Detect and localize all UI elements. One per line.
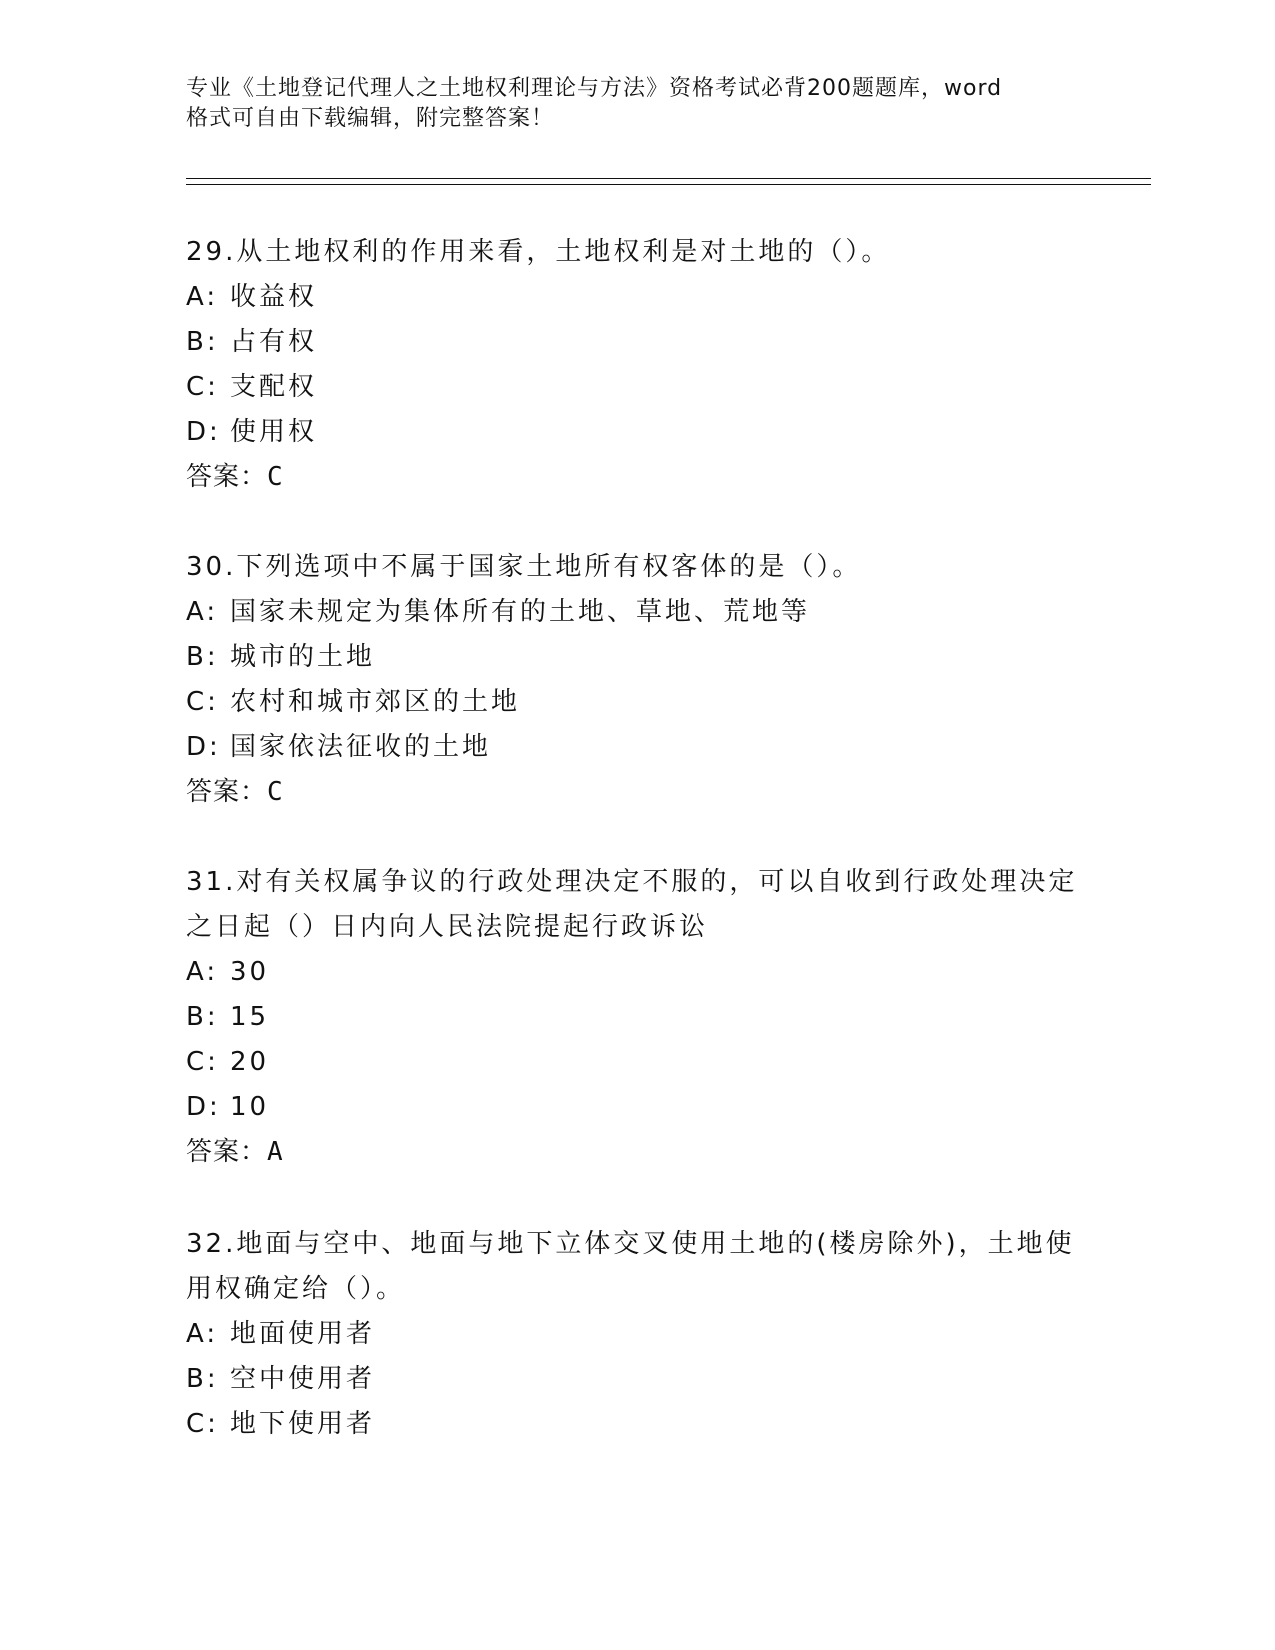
option-letter: B:	[186, 1002, 219, 1032]
answer	[186, 455, 1086, 500]
header-divider-top	[186, 178, 1151, 179]
document-header	[186, 74, 1066, 134]
question-30	[186, 545, 1086, 815]
option-letter: A:	[186, 957, 219, 987]
option-letter: D:	[186, 732, 221, 762]
option-text: 国家未规定为集体所有的土地、草地、荒地等	[230, 597, 811, 627]
option-a	[186, 275, 1086, 320]
option-c	[186, 1402, 1086, 1447]
option-letter: D:	[186, 417, 221, 447]
option-letter: B:	[186, 327, 219, 357]
header-divider-bottom	[186, 184, 1151, 185]
option-letter: A:	[186, 597, 219, 627]
answer	[186, 1130, 1086, 1175]
question-text: 31.对有关权属争议的行政处理决定不服的，可以自收到行政处理决定之日起（）日内向人民法院提起行政诉讼	[186, 867, 1078, 942]
option-text: 地下使用者	[230, 1409, 376, 1439]
option-letter: C:	[186, 372, 219, 402]
option-d	[186, 725, 1086, 770]
option-b	[186, 995, 1086, 1040]
answer-label: 答案：	[186, 462, 268, 492]
option-text: 农村和城市郊区的土地	[230, 687, 521, 717]
answer-value: C	[267, 777, 284, 807]
answer-label: 答案：	[186, 777, 268, 807]
answer-label: 答案：	[186, 1137, 268, 1167]
option-a	[186, 950, 1086, 995]
option-letter: C:	[186, 1409, 219, 1439]
option-text: 地面使用者	[230, 1319, 376, 1349]
answer	[186, 770, 1086, 815]
option-text: 15	[230, 1002, 270, 1032]
option-a	[186, 590, 1086, 635]
question-32	[186, 1222, 1086, 1447]
option-letter: B:	[186, 642, 219, 672]
option-d	[186, 1085, 1086, 1130]
option-text: 空中使用者	[230, 1364, 376, 1394]
option-text: 收益权	[230, 282, 318, 312]
question-31	[186, 860, 1086, 1175]
option-text: 20	[230, 1047, 270, 1077]
option-d	[186, 410, 1086, 455]
option-text: 国家依法征收的土地	[230, 732, 492, 762]
option-c	[186, 1040, 1086, 1085]
header-title-line-2: 格式可自由下载编辑，附完整答案！	[186, 106, 555, 131]
option-a	[186, 1312, 1086, 1357]
option-text: 占有权	[230, 327, 318, 357]
option-c	[186, 365, 1086, 410]
question-text: 32.地面与空中、地面与地下立体交叉使用土地的(楼房除外)，土地使用权确定给（）。	[186, 1229, 1075, 1304]
option-letter: B:	[186, 1364, 219, 1394]
question-text: 29.从土地权利的作用来看，土地权利是对土地的（）。	[186, 237, 891, 267]
option-b	[186, 320, 1086, 365]
option-c	[186, 680, 1086, 725]
option-b	[186, 635, 1086, 680]
option-text: 支配权	[230, 372, 318, 402]
option-text: 城市的土地	[230, 642, 376, 672]
option-text: 使用权	[230, 417, 318, 447]
question-text: 30.下列选项中不属于国家土地所有权客体的是（）。	[186, 552, 862, 582]
question-29	[186, 230, 1086, 500]
option-letter: C:	[186, 1047, 219, 1077]
option-b	[186, 1357, 1086, 1402]
answer-value: A	[267, 1137, 284, 1167]
option-text: 10	[230, 1092, 270, 1122]
option-letter: C:	[186, 687, 219, 717]
answer-value: C	[267, 462, 284, 492]
option-letter: A:	[186, 282, 219, 312]
option-letter: D:	[186, 1092, 221, 1122]
option-text: 30	[230, 957, 270, 987]
header-title-line-1: 专业《土地登记代理人之土地权利理论与方法》资格考试必背200题题库，word	[186, 76, 1003, 101]
option-letter: A:	[186, 1319, 219, 1349]
